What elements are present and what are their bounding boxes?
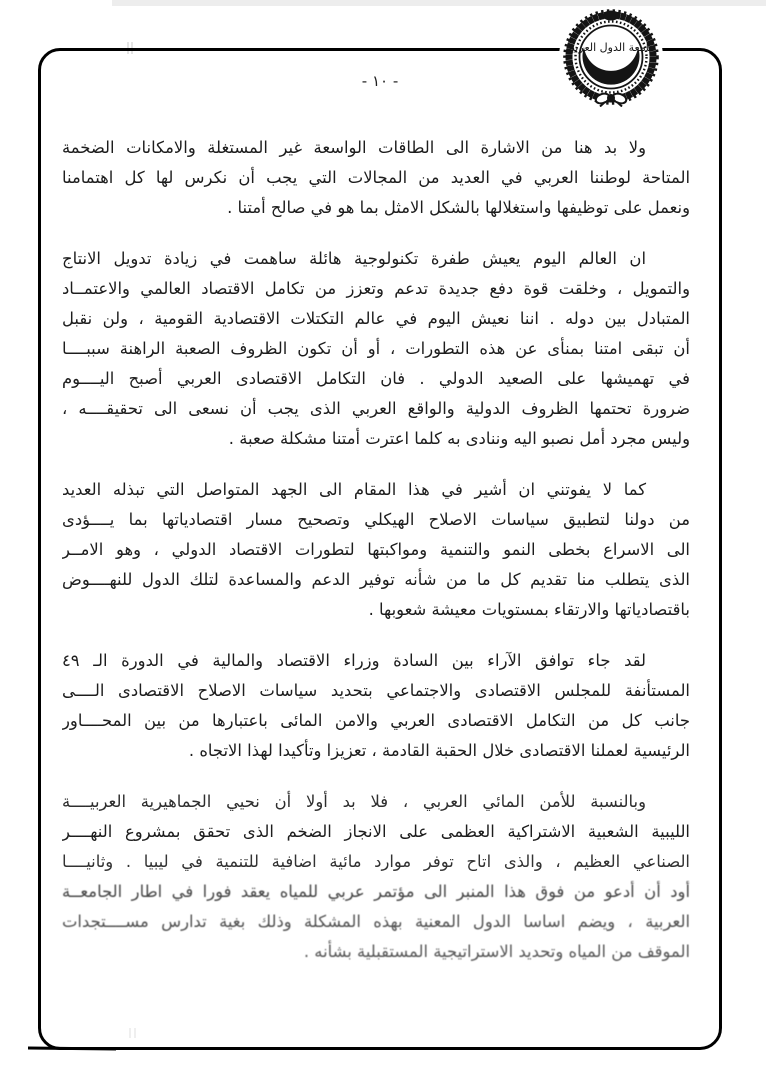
page-number: - ١٠ - (361, 72, 399, 90)
emblem-calligraphy: جامعة الدول العربية (566, 41, 656, 54)
text-line: المتبادل بين دوله . اننا نعيش اليوم في عالم التكتلات الاقتصادية القومية ، ولن نقبل (62, 309, 690, 328)
document-text (62, 133, 690, 988)
text-line: من دولنا لتطبيق سياسات الاصلاح الهيكلي وتصحيح مسار اقتصادياتها بما يــــؤدى (62, 510, 690, 529)
paragraph-2 (62, 244, 690, 454)
text-line: والتمويل ، وخلقت قوة دفع جديدة تدعم وتعزز من تكامل الاقتصاد العالمي والاعتمــاد (62, 279, 690, 298)
text-line: العربية ، ويضم اساسا الدول المعنية بهذه المشكلة وذلك بغية تدارس مســــتجدات (62, 912, 690, 931)
text-line: الموقف من المياه وتحديد الاستراتيجية المستقبلية بشأنه . (303, 942, 690, 961)
text-line: وبالنسبة للأمن المائي العربي ، فلا بد أولا أن نحيي الجماهيرية العربيــــة (62, 792, 646, 811)
paragraph-3 (62, 475, 690, 625)
text-line: لقد جاء توافق الآراء بين السادة وزراء الاقتصاد والمالية في الدورة الـ ٤٩ (62, 651, 646, 670)
text-line: في تهميشها على الصعيد الدولي . فان التكامل الاقتصادى العربي أصبح اليــــوم (62, 369, 690, 388)
text-line: المستأنفة للمجلس الاقتصادى والاجتماعي بتحديد سياسات الاصلاح الاقتصادى الــــى (62, 681, 690, 700)
text-line: ان العالم اليوم يعيش طفرة تكنولوجية هائلة ساهمت في زيادة تدويل الانتاج (62, 249, 646, 268)
text-line: وليس مجرد أمل نصبو اليه وننادى به كلما اعترت أمتنا مشكلة صعبة . (228, 429, 690, 448)
text-line: الرئيسية لعملنا الاقتصادى خلال الحقبة القادمة ، تعزيزا وتأكيدا لهذا الاتجاه . (188, 741, 690, 760)
paragraph-4 (62, 646, 690, 766)
text-line: أود أن أدعو من فوق هذا المنبر الى مؤتمر عربي للمياه يعقد فورا في اطار الجامعــة (62, 882, 690, 901)
text-line: باقتصادياتها والارتقاء بمستويات معيشة شعوبها . (368, 600, 690, 619)
text-line: الى الاسراع بخطى النمو والتنمية ومواكبتها لتطورات الاقتصاد الدولي ، وهو الامــر (62, 540, 690, 559)
paragraph-1 (62, 133, 690, 223)
text-line: الليبية الشعبية الاشتراكية العظمى على الانجاز الضخم الذى تحقق بمشروع النهــــر (62, 822, 690, 841)
text-line: ولا بد هنا من الاشارة الى الطاقات الواسعة غير المستغلة والامكانات الضخمة (62, 138, 646, 157)
page-frame-tail (28, 1047, 116, 1051)
paragraph-5 (62, 787, 690, 967)
text-line: الصناعي العظيم ، والذى اتاح توفر موارد مائية اضافية للتنمية في ليبيا . وثانيــــا (62, 852, 690, 871)
text-line: ونعمل على توظيفها واستغلالها بالشكل الامثل بما هو في صالح أمتنا . (227, 198, 690, 217)
text-line: المتاحة لوطننا العربي في العديد من المجالات التي يجب أن نكرس لها كل اهتمامنا (62, 168, 690, 187)
text-line: كما لا يفوتني ان أشير في هذا المقام الى الجهد المتواصل التي تبذله العديد (62, 480, 646, 499)
scan-edge-artifact (112, 0, 766, 6)
arab-league-emblem-icon (559, 3, 663, 107)
text-line: ضرورة تحتمها الظروف الدولية والواقع العربي الذى يجب أن نسعى الى تحقيقــــه ، (62, 399, 690, 418)
text-line: جانب كل من التكامل الاقتصادى العربي والامن المائى باعتبارها من بين المحــــاور (62, 711, 690, 730)
text-line: الذى يتطلب منا تقديم كل ما من شأنه توفير الدعم والمساعدة لتلك الدول للنهــــوض (62, 570, 690, 589)
text-line: أن تبقى امتنا بمنأى عن هذه التطورات ، أو أن تكون الظروف الصعبة الراهنة سببــــا (62, 339, 690, 358)
